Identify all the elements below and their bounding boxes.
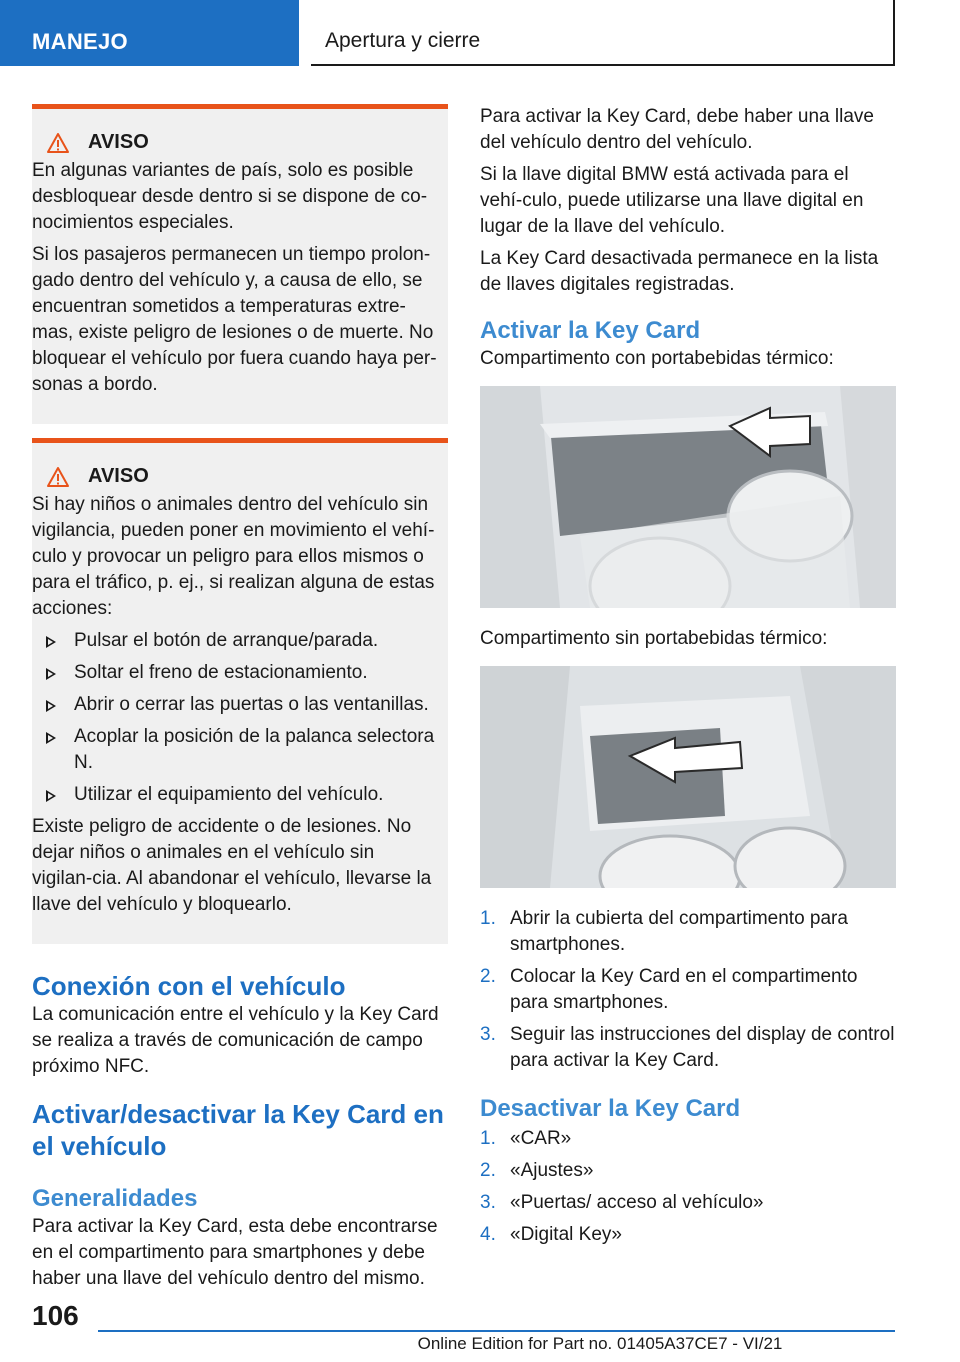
- bullet-triangle-icon: [46, 790, 56, 802]
- subheading-activate: Activar la Key Card: [480, 317, 701, 344]
- general-text: Para activar la Key Card, esta debe encontrarse en el compartimento para smartphones y debe haber una llave del vehículo dentro del mismo.: [32, 1216, 438, 1289]
- section-heading-activate-deactivate: Activar/desactivar la Key Card en el vehículo: [32, 1099, 444, 1161]
- warning-bullet: Pulsar el botón de arranque/parada.: [32, 628, 438, 654]
- list-item: 1. Abrir la cubierta del compartimento para smartphones.: [480, 908, 848, 955]
- header-chapter-label: Apertura y cierre: [325, 29, 481, 52]
- warning-outro: Existe peligro de accidente o de lesiones. No dejar niños o animales en el vehículo sin vigilan-cia. Al abandonar el vehículo, llevarse la llave del vehículo y bloquearlo.: [32, 816, 432, 915]
- right-column: [480, 104, 896, 1254]
- bullet-triangle-icon: [46, 668, 56, 680]
- warning-bullet: Abrir o cerrar las puertas o las ventanillas.: [32, 692, 438, 718]
- paragraph: La Key Card desactivada permanece en la lista de llaves digitales registradas.: [480, 248, 879, 295]
- list-item: 4. «Digital Key»: [480, 1224, 622, 1245]
- warning-triangle-icon: [46, 132, 70, 154]
- header-section-label: MANEJO: [32, 29, 128, 54]
- page-number: 106: [32, 1300, 79, 1331]
- photo-compartment-thermal: [480, 386, 896, 608]
- warning-paragraph: En algunas variantes de país, solo es posible desbloquear desde dentro si se dispone de co-nocimientos especiales.: [32, 160, 428, 233]
- warning-bullet: Utilizar el equipamiento del vehículo.: [32, 782, 438, 808]
- list-item: 1. «CAR»: [480, 1128, 572, 1149]
- header-section-tab: [0, 0, 299, 66]
- footer-rule: [98, 1330, 895, 1332]
- warning-title: AVISO: [88, 131, 149, 153]
- header-chapter-box: [311, 0, 895, 66]
- warning-bullet: Soltar el freno de estacionamiento.: [32, 660, 438, 686]
- bullet-triangle-icon: [46, 732, 56, 744]
- footer-edition: Online Edition for Part no. 01405A37CE7 - VI/21: [417, 1334, 783, 1353]
- warning-intro: Si hay niños o animales dentro del vehículo sin vigilancia, pueden poner en movimiento el vehí-culo y provocar un peligro para ellos mismos o para el tráfico, p. ej., si realizan alguna de estas acciones:: [32, 494, 435, 619]
- deactivate-steps: [480, 1126, 896, 1248]
- subheading-general: Generalidades: [32, 1185, 198, 1212]
- warning-box-1: [32, 104, 448, 424]
- section-heading-connection: Conexión con el vehículo: [32, 971, 346, 1001]
- subheading-deactivate: Desactivar la Key Card: [480, 1095, 741, 1122]
- warning-title-row: [32, 465, 438, 488]
- warning-bullet: Acoplar la posición de la palanca selectora N.: [32, 724, 438, 776]
- caption-non-thermal: Compartimento sin portabebidas térmico:: [480, 628, 828, 649]
- warning-triangle-icon: [46, 466, 70, 488]
- list-item: 3. «Puertas/ acceso al vehículo»: [480, 1192, 764, 1213]
- paragraph: Para activar la Key Card, debe haber una llave del vehículo dentro del vehículo.: [480, 106, 874, 153]
- list-item: 3. Seguir las instrucciones del display de control para activar la Key Card.: [480, 1024, 895, 1071]
- photo-compartment-non-thermal: [480, 666, 896, 888]
- list-item: 2. «Ajustes»: [480, 1160, 594, 1181]
- paragraph: Si la llave digital BMW está activada para el vehí-culo, puede utilizarse una llave digital en lugar de la llave del vehículo.: [480, 164, 864, 237]
- bullet-triangle-icon: [46, 700, 56, 712]
- warning-title: AVISO: [88, 465, 149, 487]
- warning-box-2: [32, 438, 448, 944]
- warning-title-row: [32, 131, 438, 154]
- list-item: 2. Colocar la Key Card en el compartimento para smartphones.: [480, 966, 858, 1013]
- warning-paragraph: Si los pasajeros permanecen un tiempo prolon-gado dentro del vehículo y, a causa de ello, se encuentran sometidos a temperaturas extre-mas, existe peligro de lesiones o de muerte. No bloquear el vehículo por fuera cuando haya per-sonas a bordo.: [32, 244, 437, 395]
- bullet-triangle-icon: [46, 636, 56, 648]
- activate-steps: [480, 906, 896, 1074]
- caption-thermal: Compartimento con portabebidas térmico:: [480, 348, 834, 369]
- connection-text: La comunicación entre el vehículo y la Key Card se realiza a través de comunicación de campo próximo NFC.: [32, 1004, 439, 1077]
- left-column: [32, 104, 448, 1298]
